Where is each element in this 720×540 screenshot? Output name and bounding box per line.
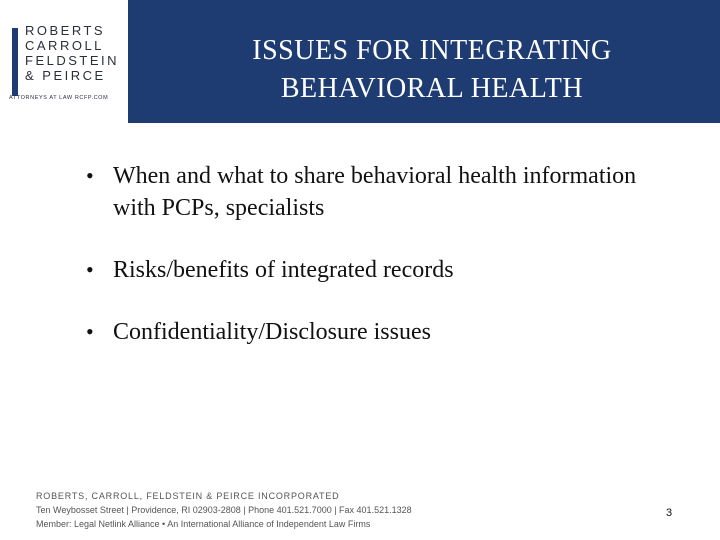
- bullet-text: When and what to share behavioral health information with PCPs, specialists: [113, 163, 637, 221]
- title-line-1: ISSUES FOR INTEGRATING: [252, 35, 612, 66]
- logo-line: ROBERTS: [25, 23, 106, 38]
- firm-logo: [0, 0, 128, 123]
- footer-membership: Member: Legal Netlink Alliance • An International Alliance of Independent Law Firms: [36, 519, 371, 529]
- bullet-item: [86, 254, 666, 286]
- bullet-item: [86, 160, 666, 224]
- bullet-text: Risks/benefits of integrated records: [113, 257, 454, 283]
- logo-line: CARROLL: [25, 38, 104, 53]
- footer-firm-name: ROBERTS, CARROLL, FELDSTEIN & PEIRCE INCORPORATED: [36, 491, 340, 501]
- logo-wordmark: [25, 23, 119, 83]
- logo-line: FELDSTEIN: [25, 53, 120, 68]
- logo-line: & PEIRCE: [25, 68, 106, 83]
- page-number: 3: [666, 507, 673, 519]
- bullet-dot-icon: •: [86, 319, 94, 344]
- slide-header: [0, 0, 720, 123]
- slide-footer: [36, 489, 412, 531]
- bullet-list: [86, 160, 666, 348]
- logo-tagline: ATTORNEYS AT LAW RCFP.COM: [9, 95, 109, 101]
- footer-address: Ten Weybosset Street | Providence, RI 02903-2808 | Phone 401.521.7000 | Fax 401.521.1328: [36, 505, 412, 515]
- title-line-2: BEHAVIORAL HEALTH: [280, 73, 584, 104]
- logo-accent-bar: [12, 28, 18, 96]
- bullet-dot-icon: •: [86, 257, 94, 282]
- bullet-dot-icon: •: [86, 163, 94, 188]
- bullet-text: Confidentiality/Disclosure issues: [113, 319, 431, 345]
- bullet-item: [86, 316, 666, 348]
- slide-title: [140, 32, 720, 108]
